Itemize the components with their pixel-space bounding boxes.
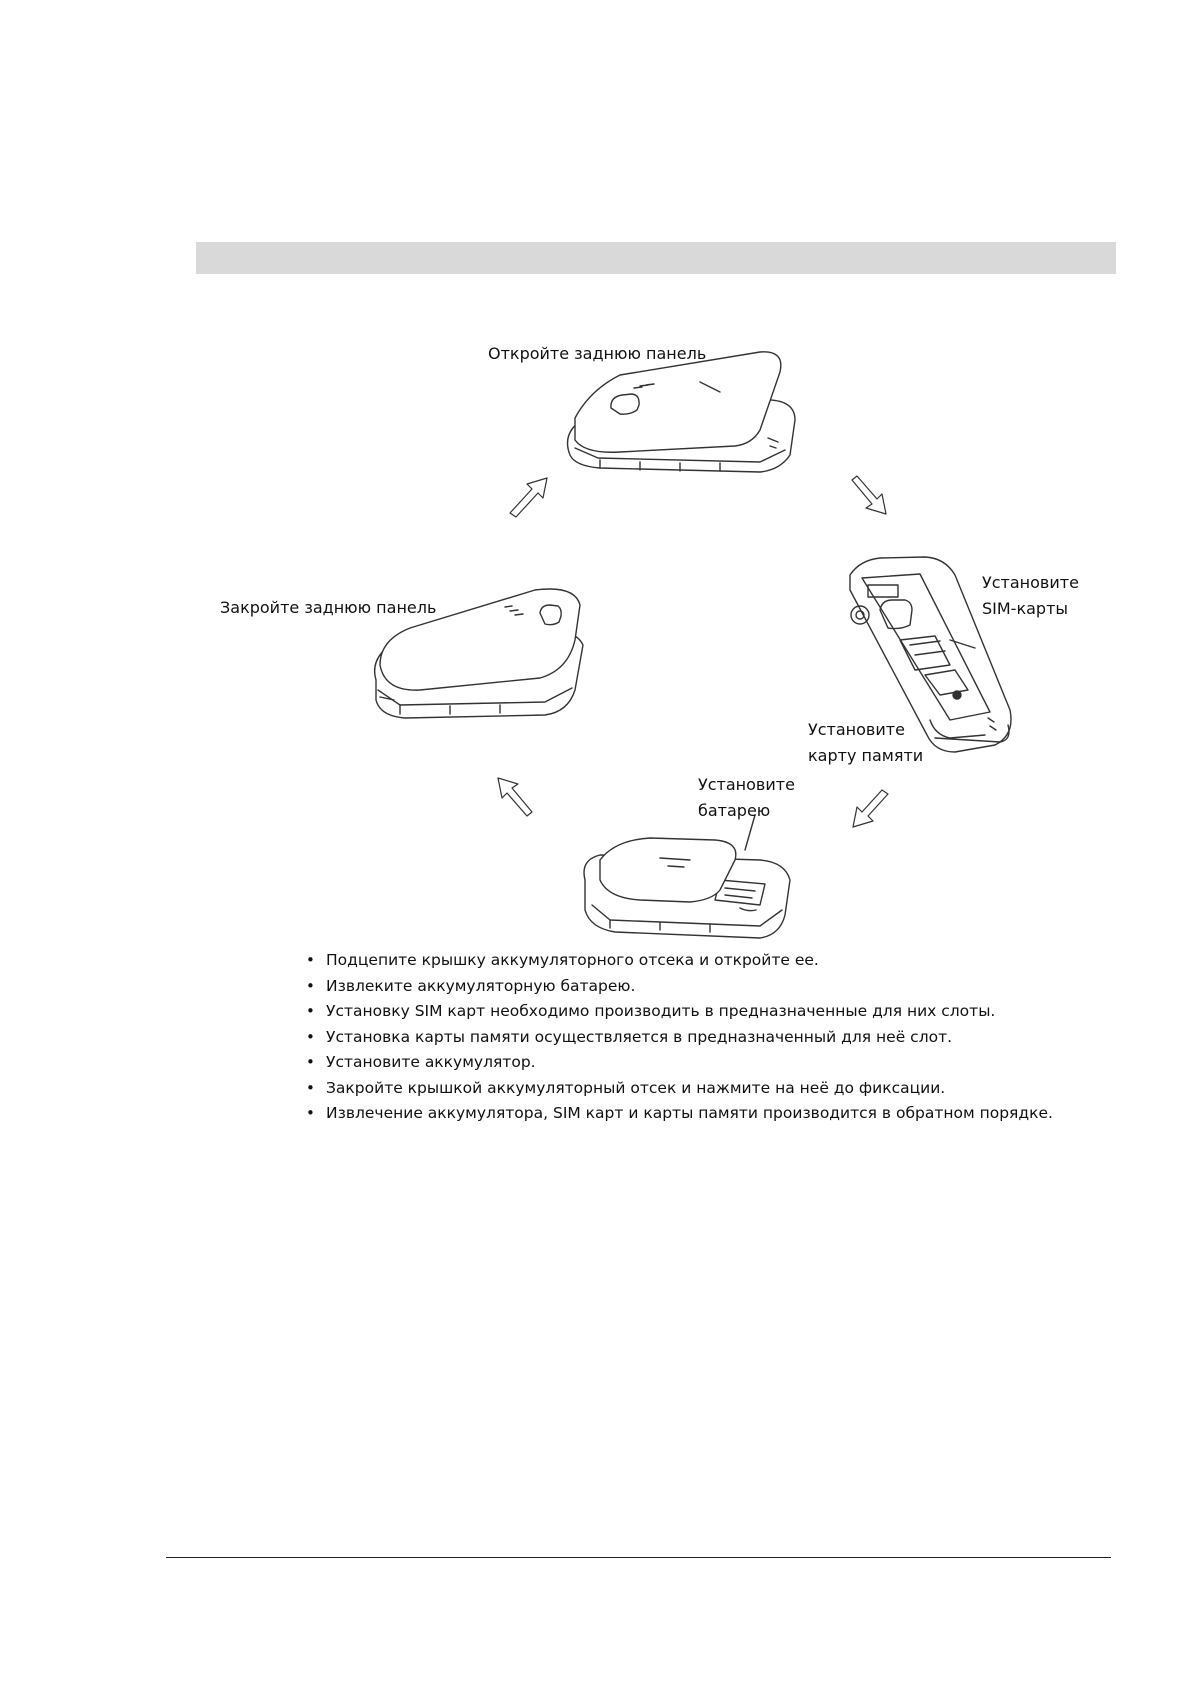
list-item [302,1050,1053,1076]
arrow-to-close-step [498,778,532,816]
bullet: • [306,951,315,969]
arrow-to-battery-step [853,790,888,827]
step-text: Извлечение аккумулятора, SIM карт и карты памяти производится в обратном порядке. [326,1104,1053,1122]
step-text: Подцепите крышку аккумуляторного отсека и откройте ее. [326,951,819,969]
phone-open-panel-illustration [568,352,796,472]
bullet: • [306,1027,315,1046]
step-text: Извлеките аккумуляторную батарею. [326,976,636,995]
arrow-to-open-step [510,478,547,517]
caption-close-panel: Закройте заднюю панель [220,598,437,617]
list-item [302,974,1053,1000]
step-text: Установка карты памяти осуществляется в предназначенный для неё слот. [326,1027,953,1046]
list-item [302,1025,1053,1051]
step-text: Установите аккумулятор. [326,1053,536,1071]
bullet: • [306,1078,315,1097]
bullet: • [306,1053,315,1071]
bullet: • [306,1104,315,1122]
list-item [302,948,1053,974]
caption-install-sim: Установите SIM-карты [982,573,1079,618]
caption-install-memory-card: Установите карту памяти [808,720,924,765]
list-item [302,1101,1053,1127]
caption-install-battery: Установите батарею [698,775,795,820]
list-item [302,1076,1053,1102]
bullet: • [306,976,315,995]
bullet: • [306,1002,315,1020]
caption-open-panel: Откройте заднюю панель [488,344,707,363]
footer-divider [166,1557,1111,1558]
list-item [302,999,1053,1025]
step-text: Установку SIM карт необходимо производить в предназначенные для них слоты. [326,1002,996,1020]
phone-battery-illustration [584,815,790,938]
arrow-to-sim-step [852,476,886,514]
instruction-steps-list [302,948,1053,1127]
step-text: Закройте крышкой аккумуляторный отсек и нажмите на неё до фиксации. [326,1078,946,1097]
